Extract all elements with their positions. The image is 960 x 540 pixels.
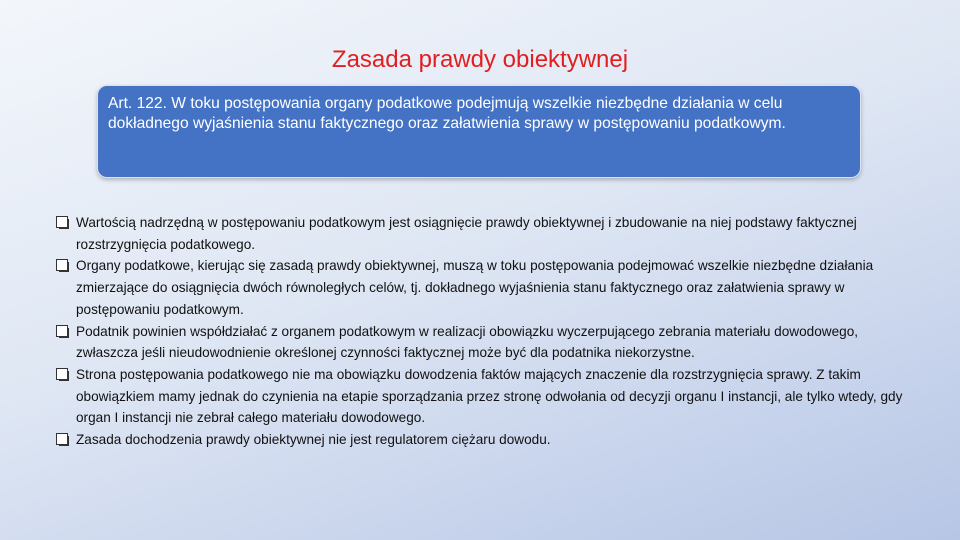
checkbox-bullet-icon [56,259,69,272]
list-item [56,429,916,451]
checkbox-bullet-icon [56,216,69,229]
list-item [56,321,916,364]
checkbox-bullet-icon [56,433,69,446]
bullet-list [56,212,916,451]
checkbox-bullet-icon [56,325,69,338]
list-item-text: Podatnik powinien współdziałać z organem podatkowym w realizacji obowiązku wyczerpującego zebrania materiału dowodowego, zwłaszcza jeśli nieudowodnienie określonej czynności faktycznej może być dla podatnika niekorzystne. [76,323,859,361]
checkbox-bullet-icon [56,368,69,381]
list-item-text: Strona postępowania podatkowego nie ma obowiązku dowodzenia faktów mających znaczenie dla rozstrzygnięcia sprawy. Z takim obowiązkiem mamy jednak do czynienia na etapie sporządzania przez stronę odwołania od decyzji organu I instancji, ale tylko wtedy, gdy organ I instancji nie zebrał całego materiału dowodowego. [76,366,903,426]
list-item-text: Zasada dochodzenia prawdy obiektywnej nie jest regulatorem ciężaru dowodu. [76,432,551,448]
list-item [56,255,916,320]
list-item [56,212,916,255]
article-box: Art. 122. W toku postępowania organy podatkowe podejmują wszelkie niezbędne działania w celu dokładnego wyjaśnienia stanu faktycznego oraz załatwienia sprawy w postępowaniu podatkowym. [97,85,861,178]
list-item-text: Wartością nadrzędną w postępowaniu podatkowym jest osiągnięcie prawdy obiektywnej i zbudowanie na niej podstawy faktycznej rozstrzygnięcia podatkowego. [76,215,857,252]
list-item-text: Organy podatkowe, kierując się zasadą prawdy obiektywnej, muszą w toku postępowania podejmować wszelkie niezbędne działania zmierzające do osiągnięcia dwóch równoległych celów, tj. dokładnego wyjaśnienia stanu faktycznego oraz załatwienia sprawy w postępowaniu podatkowym. [76,258,874,317]
list-item [56,364,916,429]
slide-title: Zasada prawdy obiektywnej [331,46,629,73]
